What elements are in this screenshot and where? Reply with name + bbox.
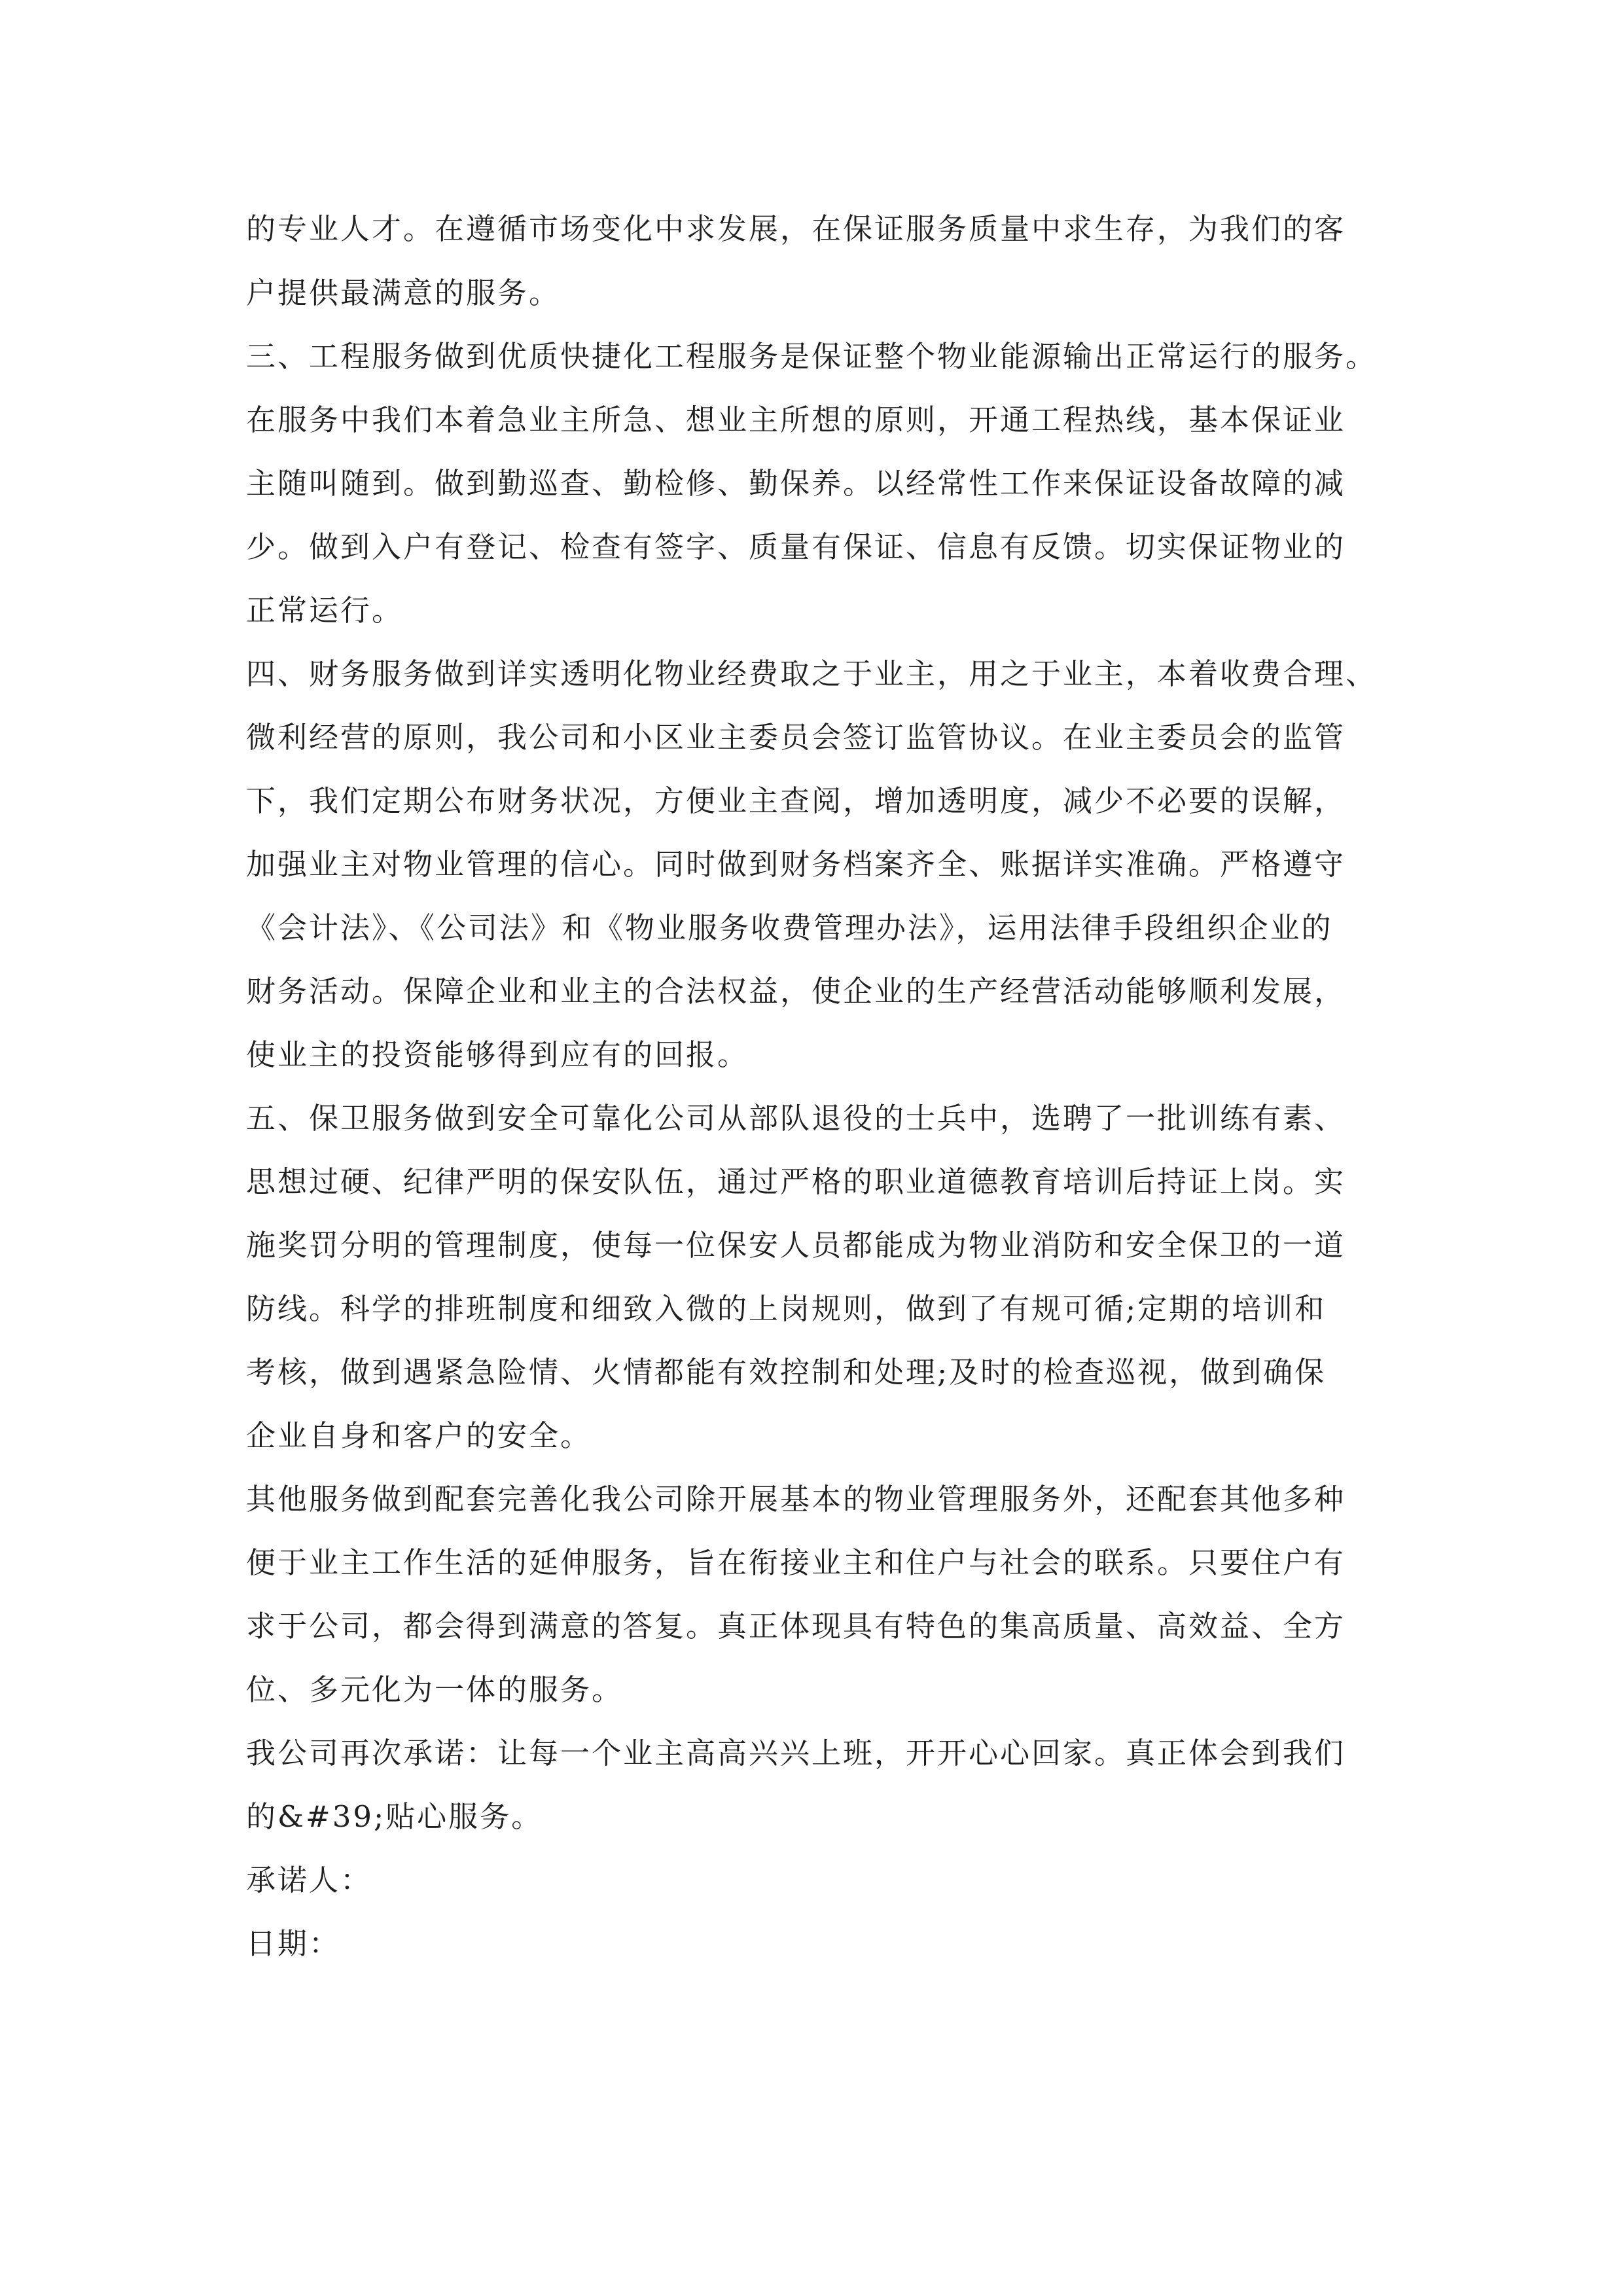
text-line: 施奖罚分明的管理制度，使每一位保安人员都能成为物业消防和安全保卫的一道 (246, 1228, 1346, 1263)
text-line: 我公司再次承诺：让每一个业主高高兴兴上班，开开心心回家。真正体会到我们 (246, 1736, 1346, 1770)
text-line: 三、工程服务做到优质快捷化工程服务是保证整个物业能源输出正常运行的服务。 (246, 339, 1378, 374)
text-line: 《会计法》、《公司法》和《物业服务收费管理办法》，运用法律手段组织企业的 (246, 910, 1333, 945)
text-line: 思想过硬、纪律严明的保安队伍，通过严格的职业道德教育培训后持证上岗。实 (246, 1164, 1346, 1199)
text-line: 四、财务服务做到详实透明化物业经费取之于业主，用之于业主，本着收费合理、 (246, 656, 1378, 691)
text-line: 企业自身和客户的安全。 (246, 1418, 592, 1453)
signatory-label: 承诺人： (246, 1863, 372, 1897)
text-line: 少。做到入户有登记、检查有签字、质量有保证、信息有反馈。切实保证物业的 (246, 529, 1346, 564)
date-label: 日期： (246, 1926, 341, 1961)
text-line: 求于公司，都会得到满意的答复。真正体现具有特色的集高质量、高效益、全方 (246, 1609, 1346, 1643)
text-line: 考核，做到遇紧急险情、火情都能有效控制和处理;及时的检查巡视，做到确保 (246, 1355, 1327, 1390)
text-line: 防线。科学的排班制度和细致入微的上岗规则，做到了有规可循;定期的培训和 (246, 1291, 1327, 1326)
text-line: 五、保卫服务做到安全可靠化公司从部队退役的士兵中，选聘了一批训练有素、 (246, 1101, 1346, 1136)
text-line: 微利经营的原则，我公司和小区业主委员会签订监管协议。在业主委员会的监管 (246, 720, 1346, 755)
text-line: 使业主的投资能够得到应有的回报。 (246, 1037, 749, 1072)
text-line: 的专业人才。在遵循市场变化中求发展，在保证服务质量中求生存，为我们的客 (246, 211, 1346, 246)
text-line: 便于业主工作生活的延伸服务，旨在衔接业主和住户与社会的联系。只要住户有 (246, 1545, 1346, 1580)
text-line: 在服务中我们本着急业主所急、想业主所想的原则，开通工程热线，基本保证业 (246, 403, 1346, 437)
text-line: 下，我们定期公布财务状况，方便业主查阅，增加透明度，减少不必要的误解， (246, 783, 1346, 818)
text-line: 财务活动。保障企业和业主的合法权益，使企业的生产经营活动能够顺利发展， (246, 974, 1346, 1009)
text-line: 主随叫随到。做到勤巡查、勤检修、勤保养。以经常性工作来保证设备故障的减 (246, 466, 1346, 501)
text-line: 位、多元化为一体的服务。 (246, 1672, 624, 1707)
text-line: 加强业主对物业管理的信心。同时做到财务档案齐全、账据详实准确。严格遵守 (246, 847, 1346, 882)
text-line: 其他服务做到配套完善化我公司除开展基本的物业管理服务外，还配套其他多种 (246, 1482, 1346, 1516)
text-line: 正常运行。 (246, 593, 404, 628)
text-line: 的&#39;贴心服务。 (246, 1799, 543, 1834)
text-line: 户提供最满意的服务。 (246, 276, 561, 310)
